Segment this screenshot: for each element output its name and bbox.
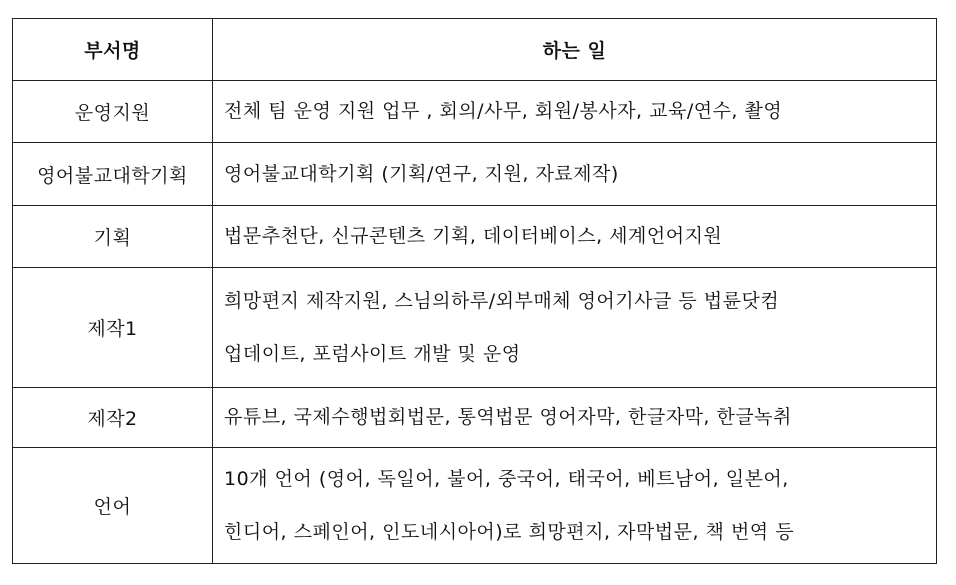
duties-line: 법문추천단, 신규콘텐츠 기획, 데이터베이스, 세계언어지원 (224, 225, 723, 247)
duties-line: 10개 언어 (영어, 독일어, 불어, 중국어, 태국어, 베트남어, 일본어, (224, 467, 789, 490)
duties-line: 유튜브, 국제수행법회법문, 통역법문 영어자막, 한글자막, 한글녹취 (224, 406, 792, 428)
department-duties (213, 268, 937, 388)
table-row (13, 143, 937, 206)
table-row (13, 206, 937, 268)
table-header-row (13, 19, 937, 81)
department-name: 운영지원 (13, 81, 213, 143)
department-name: 기획 (13, 206, 213, 268)
department-name: 영어불교대학기획 (13, 143, 213, 206)
department-name: 제작1 (13, 268, 213, 388)
header-duties: 하는 일 (213, 19, 937, 81)
table-row (13, 448, 937, 564)
header-department-name: 부서명 (13, 19, 213, 81)
duties-line: 업데이트, 포럼사이트 개발 및 운영 (224, 342, 521, 365)
duties-line: 전체 팀 운영 지원 업무 , 회의/사무, 회원/봉사자, 교육/연수, 촬영 (224, 100, 783, 122)
table-row (13, 268, 937, 388)
department-duties (213, 81, 937, 143)
department-name: 언어 (13, 448, 213, 564)
department-duties (213, 143, 937, 206)
table-row (13, 81, 937, 143)
department-name: 제작2 (13, 388, 213, 448)
duties-line: 영어불교대학기획 (기획/연구, 지원, 자료제작) (224, 162, 619, 185)
duties-line: 희망편지 제작지원, 스님의하루/외부매체 영어기사글 등 법륜닷컴 (224, 289, 780, 312)
department-duties (213, 206, 937, 268)
table-row (13, 388, 937, 448)
department-duties (213, 448, 937, 564)
department-table (12, 18, 937, 564)
department-duties (213, 388, 937, 448)
duties-line: 힌디어, 스페인어, 인도네시아어)로 희망편지, 자막법문, 책 번역 등 (224, 520, 795, 543)
